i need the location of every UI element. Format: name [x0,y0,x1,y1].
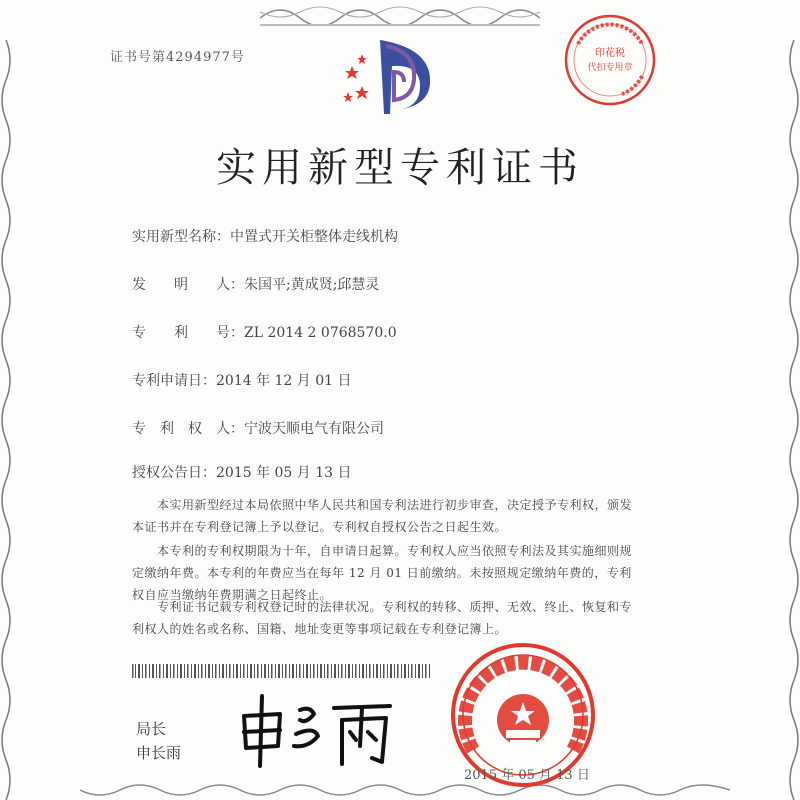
barcode [132,664,432,678]
field-value: 宁波天顺电气有限公司 [244,421,384,437]
seal-date: 2015 年 05 月 13 日 [464,768,590,783]
field-label: 专 利 权 人： [132,421,244,437]
field-patentee [132,418,384,438]
field-patent-number [132,322,397,342]
svg-text:代扣专用章: 代扣专用章 [587,63,633,73]
field-label: 发 明 人： [132,277,244,293]
field-label: 授权公告日： [132,465,216,481]
ornamental-border-top [260,0,540,26]
svg-text:印花税: 印花税 [595,48,625,59]
field-inventors [132,274,379,294]
field-value: ZL 2014 2 0768570.0 [244,325,397,341]
paragraph-grant: 本实用新型经过本局依照中华人民共和国专利法进行初步审查，决定授予专利权，颁发本证书并在专利登记簿上予以登记。专利权自授权公告之日起生效。 [132,498,633,534]
field-application-date [132,370,352,390]
field-label: 专 利 号： [132,325,244,341]
certificate-number: 证书号第4294977号 [110,50,245,65]
field-grant-date [132,462,352,482]
tax-stamp [560,10,660,110]
field-value: 朱国平;黄成贤;邱慧灵 [244,277,380,293]
field-label: 专利申请日： [132,373,216,389]
field-value: 2014 年 12 月 01 日 [216,373,352,389]
certificate-title: 实用新型专利证书 [216,145,584,191]
paragraph-term: 本专利的专利权期限为十年，自申请日起算。专利权人应当依照专利法及其实施细则规定缴纳年费。本专利的年费应当在每年 12 月 01 日前缴纳。未按照规定缴纳年费的，专利权自应当缴纳年费期满之日起终止。 [132,544,633,602]
patent-office-logo-icon [340,36,450,116]
signatory-name: 申长雨 [136,744,182,762]
field-utility-model-name [132,226,398,246]
field-label: 实用新型名称： [132,229,230,245]
field-value: 2015 年 05 月 13 日 [216,465,352,481]
paragraph-legal-status: 专利证书记载专利权登记时的法律状况。专利权的转移、质押、无效、终止、恢复和专利权人的姓名或名称、国籍、地址变更等事项记载在专利登记簿上。 [132,600,633,636]
ornamental-border-bottom [80,782,730,800]
signatory-title: 局长 [136,720,167,738]
field-value: 中置式开关柜整体走线机构 [230,229,398,245]
handwritten-signature [230,690,400,770]
